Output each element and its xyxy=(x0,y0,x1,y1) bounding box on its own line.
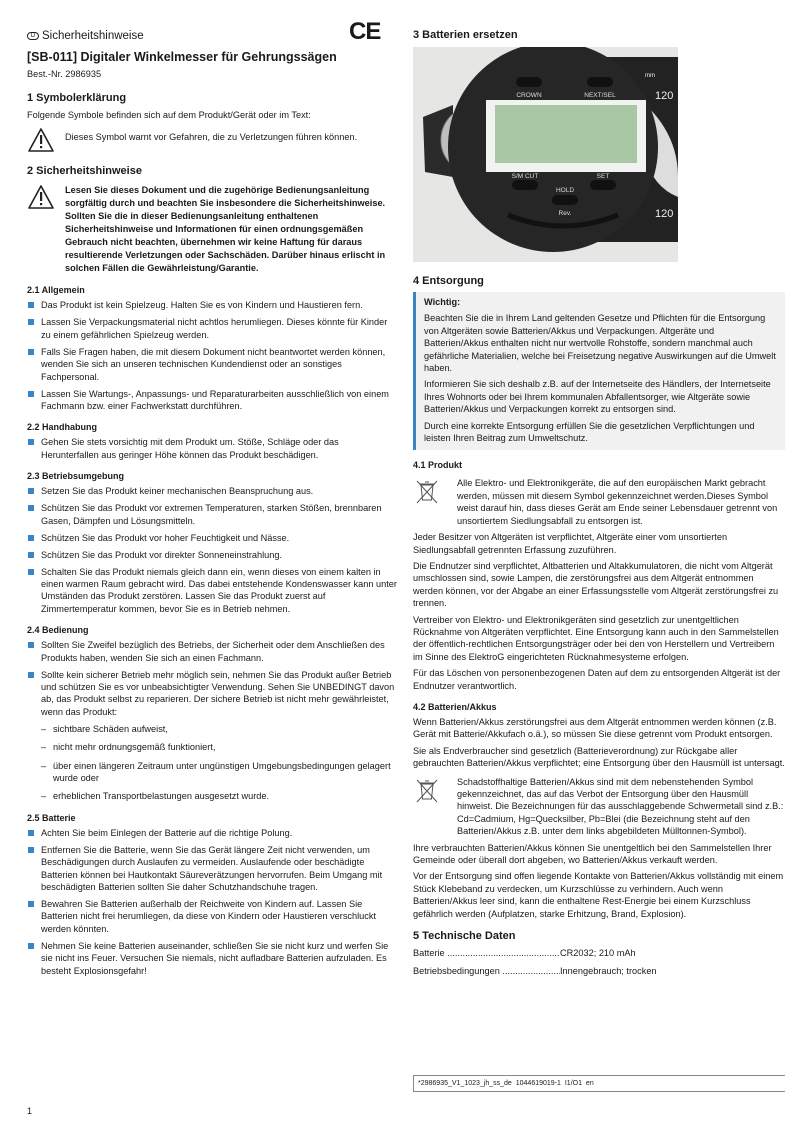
sm-cut-button-label: S/M CUT xyxy=(511,173,539,180)
weee-symbol-row xyxy=(413,477,785,527)
bullet-square-icon xyxy=(28,488,34,494)
bullet-text: Bewahren Sie Batterien außerhalb der Reichweite von Kindern auf. Lassen Sie Batterien nicht frei herumliegen, da diese von Kindern oder Haustieren verschluckt werden könnten. xyxy=(41,899,377,934)
note-paragraph: Beachten Sie die in Ihrem Land geltenden Gesetze und Pflichten für die Entsorgung von Altgeräten sowie Batterien/Akkus und Verpackungen. Altgeräte und Batterien/Akkus enthalten nicht nur wertvolle Rohstoffe, sondern manchmal auch gefährliche Materialien, welche bei Freisetzung negative Auswirkungen auf die Umwelt haben. xyxy=(424,313,776,374)
safety-warning-block xyxy=(27,184,397,275)
battery-bin-symbol-row xyxy=(413,776,785,838)
right-column xyxy=(413,28,785,984)
list-batterie xyxy=(27,827,397,977)
tech-row-battery xyxy=(413,947,785,959)
document-title: [SB-011] Digitaler Winkelmesser für Gehrungssägen xyxy=(27,50,337,64)
warning-triangle-icon xyxy=(27,127,55,153)
section-4-1-heading: 4.1 Produkt xyxy=(413,460,463,471)
note-paragraph: Informieren Sie sich deshalb z.B. auf der Internetseite des Händlers, der Internetseite Ihres Wohnorts oder bei Ihrem kommunalen Abfallentsorger, wie Altgeräte sowie Batterien/Akkus und Verpackungen korrekt zu entsorgen sind. xyxy=(424,379,771,415)
bullet-text: Schützen Sie das Produkt vor direkter Sonneneinstrahlung. xyxy=(41,549,283,560)
rev-label: Rev. xyxy=(558,210,572,217)
section-2-1-heading: 2.1 Allgemein xyxy=(27,285,85,296)
bullet-text: Das Produkt ist kein Spielzeug. Halten Sie es von Kindern und Haustieren fern. xyxy=(41,300,363,311)
dash-item: – über einen längeren Zeitraum unter ungünstigen Umgebungsbedingungen gelagert wurde oder xyxy=(41,760,391,784)
note-title: Wichtig: xyxy=(424,297,461,307)
section-2-3-heading: 2.3 Betriebsumgebung xyxy=(27,471,125,482)
tech-value: Innengebrauch; trocken xyxy=(560,966,657,977)
crossed-bin-icon xyxy=(415,479,439,505)
bullet-text: Entfernen Sie die Batterie, wenn Sie das Gerät längere Zeit nicht verwenden, um Beschädigungen durch Auslaufen zu vermeiden. Auslaufende oder beschädigte Batterien können bei Hautkontakt Säureverätzungen hervorrufen. Beim Umgang mit beschädigten Batterien sollten Sie daher Schutzhandschuhe tragen. xyxy=(41,844,383,893)
left-column xyxy=(27,18,397,982)
section-4-2-heading: 4.2 Batterien/Akkus xyxy=(413,701,497,712)
battery-replacement-photo xyxy=(413,47,678,262)
tech-key: Batterie ..... xyxy=(413,947,560,959)
crossed-bin-icon xyxy=(415,778,439,804)
section-2-2-heading: 2.2 Handhabung xyxy=(27,422,98,433)
bullet-square-icon xyxy=(28,505,34,511)
disposal-paragraph: Vertreiber von Elektro- und Elektronikgeräten sind gesetzlich zur unentgeltlichen Rücknahme von Altgeräten verpflichtet. Eine Entsorgung kann auch in den Sammelstellen der öffentlich-rechtlichen Entsorgungsträger oder bei den von Herstellern und Vertreibern im Sinne des ElektroG eingerichteten Rücknahmesysteme erfolgen. xyxy=(413,614,779,662)
bullet-square-icon xyxy=(28,302,34,308)
tech-value: CR2032; 210 mAh xyxy=(560,948,636,959)
list-allgemein xyxy=(27,299,397,412)
section-2-4-heading: 2.4 Bedienung xyxy=(27,625,89,636)
bullet-text: Falls Sie Fragen haben, die mit diesem Dokument nicht beantwortet werden können, wenden Sie sich an unseren technischen Kundendienst oder an sonstiges Fachpersonal. xyxy=(41,346,386,382)
battery-paragraph: Ihre verbrauchten Batterien/Akkus können Sie unentgeltlich bei den Sammelstellen Ihrer Gemeinde oder überall dort abgeben, wo Batterien/Akkus verkauft werden. xyxy=(413,842,772,866)
bullet-text: Schützen Sie das Produkt vor extremen Temperaturen, starken Stößen, brennbaren Gasen, Dämpfen und Lösungsmitteln. xyxy=(41,503,382,526)
bullet-square-icon xyxy=(28,319,34,325)
bullet-square-icon xyxy=(28,901,34,907)
bullet-text: Sollten Sie Zweifel bezüglich des Betriebs, der Sicherheit oder dem Anschließen des Produkts haben, wenden Sie sich an einen Fachmann. xyxy=(41,640,385,663)
section-2-5-heading: 2.5 Batterie xyxy=(27,812,76,823)
list-bedienung xyxy=(27,639,397,718)
dash-item: – nicht mehr ordnungsgemäß funktioniert, xyxy=(41,742,216,753)
dash-item-text: erheblichen Transportbelastungen ausgesetzt wurde. xyxy=(53,791,270,802)
bullet-item xyxy=(27,502,397,527)
bullet-square-icon xyxy=(28,672,34,678)
bullet-item xyxy=(27,549,397,561)
bullet-square-icon xyxy=(28,391,34,397)
hold-button-label: HOLD xyxy=(555,187,575,194)
disposal-paragraph: Für das Löschen von personenbezogenen Daten auf dem zu entsorgenden Altgerät ist der Endnutzer verantwortlich. xyxy=(413,668,781,691)
list-betriebsumgebung xyxy=(27,485,397,615)
warning-triangle-icon xyxy=(27,184,55,210)
battery-paragraph: Vor der Entsorgung sind offen liegende Kontakte von Batterien/Akkus vollständig mit einem Stück Klebeband zu verdecken, um Kurzschlüsse zu verhindern. Auch wenn Batterien/Akkus leer sind, kann die enthaltene Rest-Energie bei einem Kurzschluss gefährlich werden (Aufplatzen, starke Erhitzung, Brand, Explosion). xyxy=(413,871,784,919)
tech-row-operating-conditions xyxy=(413,965,785,977)
mm-label: mm xyxy=(645,73,655,79)
bullet-item xyxy=(27,844,397,894)
disposal-paragraph: Jeder Besitzer von Altgeräten ist verpflichtet, Altgeräte einer vom unsortierten Siedlungsabfall getrennten Erfassung zuzuführen. xyxy=(413,532,728,555)
language-mark: D xyxy=(27,32,39,40)
disposal-paragraph: Die Endnutzer sind verpflichtet, Altbatterien und Altakkumulatoren, die nicht vom Altgerät umschlossen sind, sowie Lampen, die zerstörungsfrei aus dem Altgerät entnommen werden können, vor der Abgabe an einer Erfassungsstelle vom Altgerät zerstörungsfrei zu trennen. xyxy=(413,560,779,609)
bullet-square-icon xyxy=(28,439,34,445)
section-3-heading: 3 Batterien ersetzen xyxy=(413,29,518,41)
bullet-square-icon xyxy=(28,552,34,558)
page-number: 1 xyxy=(27,1106,33,1116)
battery-paragraph: Wenn Batterien/Akkus zerstörungsfrei aus dem Altgerät entnommen werden können (z.B. Gerät mit Batterie/Akkufach o.ä.), so müssen Sie diese getrennt vom Produkt entsorgen. xyxy=(413,716,777,740)
category-label: Sicherheitshinweise xyxy=(42,29,144,42)
list-handhabung xyxy=(27,436,397,461)
bullet-text: Gehen Sie stets vorsichtig mit dem Produkt um. Stöße, Schläge oder das Herunterfallen aus geringer Höhe können das Produkt beschädigen. xyxy=(41,437,339,460)
important-note-box xyxy=(413,292,785,450)
crown-button-label: CROWN xyxy=(516,92,542,99)
section-1-intro: Folgende Symbole befinden sich auf dem Produkt/Gerät oder im Text: xyxy=(27,109,311,120)
document-category xyxy=(27,18,397,45)
warning-symbol-text: Dieses Symbol warnt vor Gefahren, die zu Verletzungen führen können. xyxy=(65,132,358,143)
bullet-item xyxy=(27,566,397,616)
section-1-heading: 1 Symbolerklärung xyxy=(27,91,127,104)
safety-warning-text: Lesen Sie dieses Dokument und die zugehörige Bedienungsanleitung sorgfältig durch und beachten Sie insbesondere die Sicherheitshinweise. Sollten Sie die in dieser Bedienungsanleitung enthaltenen Sicherheitshinweise und Informationen für einen ordnungsgemäßen Gebrauch nicht beachten, übernehmen wir keine Haftung für daraus resultierende Verletzungen oder Sachschäden. Darüber hinaus erlischt in solchen Fällen die Gewährleistung/Garantie. xyxy=(65,185,386,274)
order-number: Best.-Nr. 2986935 xyxy=(27,68,102,79)
bullet-square-icon xyxy=(28,943,34,949)
bullet-square-icon xyxy=(28,349,34,355)
bullet-square-icon xyxy=(28,642,34,648)
bullet-text: Achten Sie beim Einlegen der Batterie auf die richtige Polung. xyxy=(41,827,293,838)
bullet-text: Schalten Sie das Produkt niemals gleich dann ein, wenn dieses von einem kalten in einen warmen Raum gebracht wird. Das dabei entstehende Kondenswasser kann unter Umständen das Produkt zerstören. Lassen Sie das Produkt zuerst auf Zimmertemperatur kommen, bevor Sie es in Betrieb nehmen. xyxy=(41,566,397,614)
section-4-heading: 4 Entsorgung xyxy=(413,275,484,287)
bullet-text: Lassen Sie Wartungs-, Anpassungs- und Reparaturarbeiten ausschließlich von einem Fachmann bzw. einer Fachwerkstatt durchführen. xyxy=(41,388,389,411)
bullet-item xyxy=(27,669,397,719)
bullet-item xyxy=(27,827,397,839)
bullet-text: Nehmen Sie keine Batterien auseinander, schließen Sie sie nicht kurz und werfen Sie sie nicht ins Feuer. Versuchen Sie niemals, nicht aufladbare Batterien aufzuladen. Es besteht Explosionsgefahr! xyxy=(41,940,389,976)
bullet-item xyxy=(27,316,397,341)
next-sel-button-label: NEXT/SEL xyxy=(584,92,616,99)
bullet-text: Schützen Sie das Produkt vor hoher Feuchtigkeit und Nässe. xyxy=(41,532,290,543)
dash-item: – sichtbare Schäden aufweist, xyxy=(41,723,168,734)
ce-mark-logo: CE xyxy=(349,18,381,45)
warning-symbol-row xyxy=(27,127,397,153)
bullet-square-icon xyxy=(28,830,34,836)
dash-item: – erheblichen Transportbelastungen ausgesetzt wurde. xyxy=(41,791,270,802)
bullet-text: Sollte kein sicherer Betrieb mehr möglich sein, nehmen Sie das Produkt außer Betrieb und schützen Sie es vor unbeabsichtigter Verwendung. Sehen Sie UNBEDINGT davon ab, das Produkt selbst zu reparieren. Der sichere Betrieb ist nicht mehr gewährleistet, wenn das Produkt: xyxy=(41,669,395,717)
dash-item-text: über einen längeren Zeitraum unter ungünstigen Umgebungsbedingungen gelagert wurde oder xyxy=(53,760,391,784)
note-paragraph: Durch eine korrekte Entsorgung erfüllen Sie die gesetzlichen Verpflichtungen und leisten Ihren Beitrag zum Umweltschutz. xyxy=(424,420,755,444)
tech-key: Betriebsbedingungen ..... xyxy=(413,965,560,977)
dash-item-text: nicht mehr ordnungsgemäß funktioniert, xyxy=(53,742,216,753)
dash-list xyxy=(27,723,397,803)
bullet-text: Lassen Sie Verpackungsmaterial nicht achtlos herumliegen. Dieses könnte für Kinder zu einem gefährlichen Spielzeug werden. xyxy=(41,317,388,340)
bullet-item xyxy=(27,436,397,461)
bullet-square-icon xyxy=(28,847,34,853)
document-code-footer: *2986935_V1_1023_jh_ss_de 1044619019-1 I1/O1 en xyxy=(413,1075,785,1092)
bullet-item xyxy=(27,898,397,935)
battery-paragraph: Sie als Endverbraucher sind gesetzlich (Batterieverordnung) zur Rückgabe aller gebrauchten Batterien/Akkus verpflichtet; eine Entsorgung über den Hausmüll ist untersagt. xyxy=(413,745,785,769)
bullet-item xyxy=(27,346,397,383)
scale-top-label: 120 xyxy=(655,90,674,102)
bullet-item xyxy=(27,940,397,977)
bullet-item xyxy=(27,639,397,664)
battery-bin-symbol-text: Schadstoffhaltige Batterien/Akkus sind mit dem nebenstehenden Symbol gekennzeichnet, das auf das Verbot der Entsorgung über den Hausmüll hinweist. Die Bezeichnungen für das ausschlaggebende Schwermetall sind z.B.: Cd=Cadmium, Hg=Quecksilber, Pb=Blei (die Bezeichnung steht auf den Batterien/Akkus z.B. unter dem links abgebildeten Mülltonnen-Symbol). xyxy=(457,776,784,837)
bullet-square-icon xyxy=(28,569,34,575)
bullet-item xyxy=(27,485,397,497)
section-5-heading: 5 Technische Daten xyxy=(413,930,516,943)
weee-symbol-text: Alle Elektro- und Elektronikgeräte, die auf den europäischen Markt gebracht werden, müssen mit diesem Symbol gekennzeichnet werden.Dieses Symbol weist darauf hin, dass dieses Gerät am Ende seiner Lebensdauer getrennt von unsortiertem Siedlungsabfall zu entsorgen ist. xyxy=(457,478,778,526)
bullet-item xyxy=(27,299,397,311)
set-button-label: SET xyxy=(596,173,610,180)
section-2-heading: 2 Sicherheitshinweise xyxy=(27,165,142,178)
bullet-text: Setzen Sie das Produkt keiner mechanischen Beanspruchung aus. xyxy=(41,486,314,497)
bullet-item xyxy=(27,388,397,413)
dash-item-text: sichtbare Schäden aufweist, xyxy=(53,723,168,734)
scale-bottom-label: 120 xyxy=(655,208,674,220)
bullet-item xyxy=(27,532,397,544)
bullet-square-icon xyxy=(28,535,34,541)
